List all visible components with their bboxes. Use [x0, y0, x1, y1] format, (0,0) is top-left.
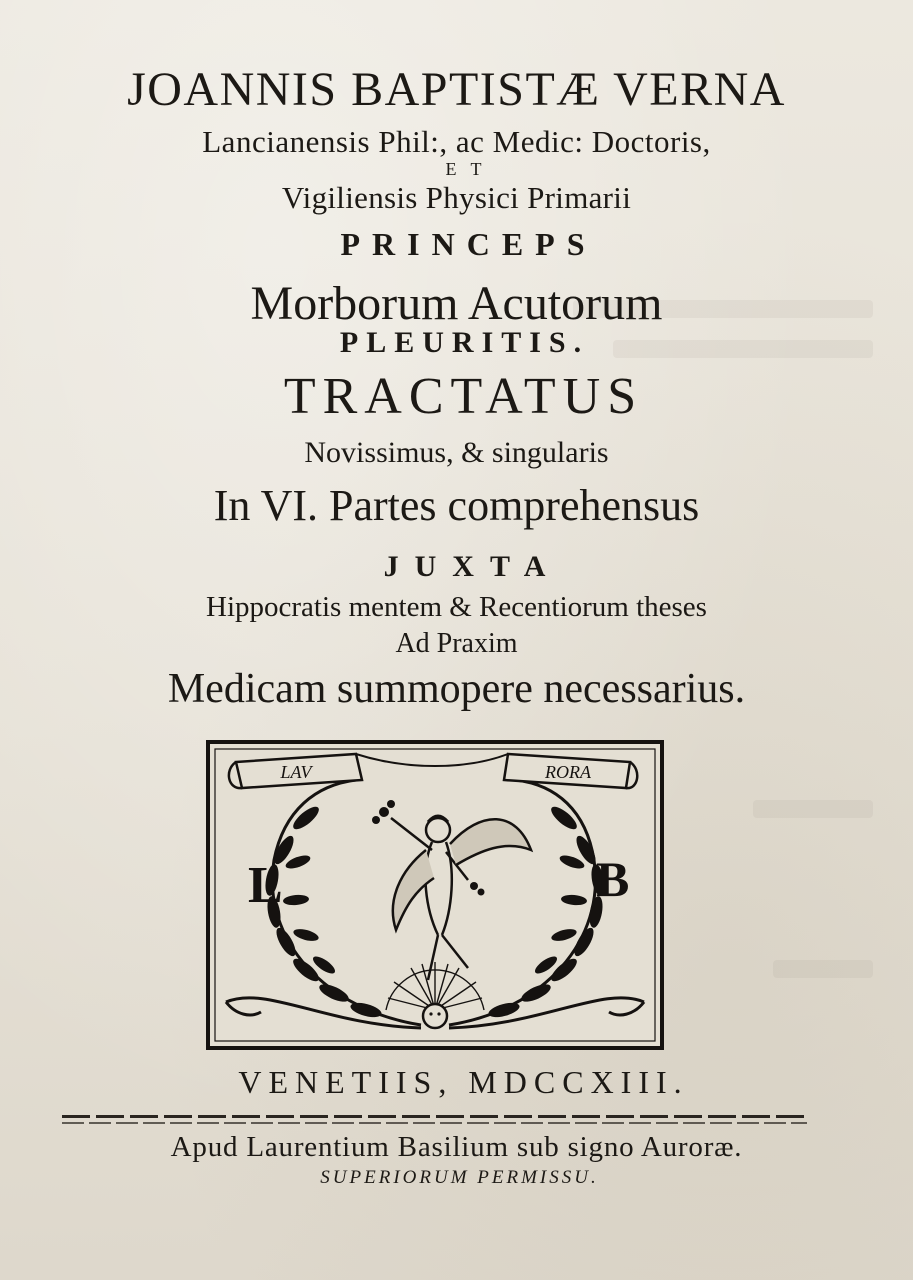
initial-right: B: [596, 851, 630, 907]
subtitle-medicam: Medicam summopere necessarius.: [167, 666, 746, 712]
divider-rule: [62, 1115, 807, 1118]
sun-face-icon: [423, 1004, 447, 1028]
imprint-permission: SUPERIORUM PERMISSU.: [320, 1167, 599, 1188]
author-credentials: Lancianensis Phil:, ac Medic: Doctoris,: [202, 124, 711, 159]
banner-left-text: LAV: [280, 762, 312, 782]
imprint-place-date: VENETIIS, MDCCXIII.: [238, 1064, 689, 1100]
initial-left: L: [248, 857, 283, 914]
imprint-printer: Apud Laurentium Basilium sub signo Auroræ.: [170, 1131, 743, 1163]
title-princeps: PRINCEPS: [340, 226, 597, 262]
subtitle-juxta: JUXTA: [383, 550, 562, 583]
author-name: JOANNIS BAPTISTÆ VERNA: [127, 63, 786, 116]
title-pleuritis: PLEURITIS.: [339, 326, 590, 359]
divider-rule-secondary: [62, 1122, 807, 1124]
printers-device-woodcut: [206, 740, 664, 1050]
subtitle-novissimus: Novissimus, & singularis: [304, 436, 609, 469]
banner-right-text: RORA: [545, 762, 591, 782]
show-through-text: [773, 960, 873, 978]
subtitle-ad-praxim: Ad Praxim: [395, 628, 518, 659]
subtitle-partes: In VI. Partes comprehensus: [213, 481, 700, 530]
show-through-text: [753, 800, 873, 818]
title-tractatus: TRACTATUS: [283, 368, 644, 425]
conjunction: ET: [445, 159, 496, 179]
author-office: Vigiliensis Physici Primarii: [281, 180, 632, 215]
subtitle-hippocratis: Hippocratis mentem & Recentiorum theses: [206, 591, 707, 623]
title-morborum: Morborum Acutorum: [250, 277, 663, 330]
